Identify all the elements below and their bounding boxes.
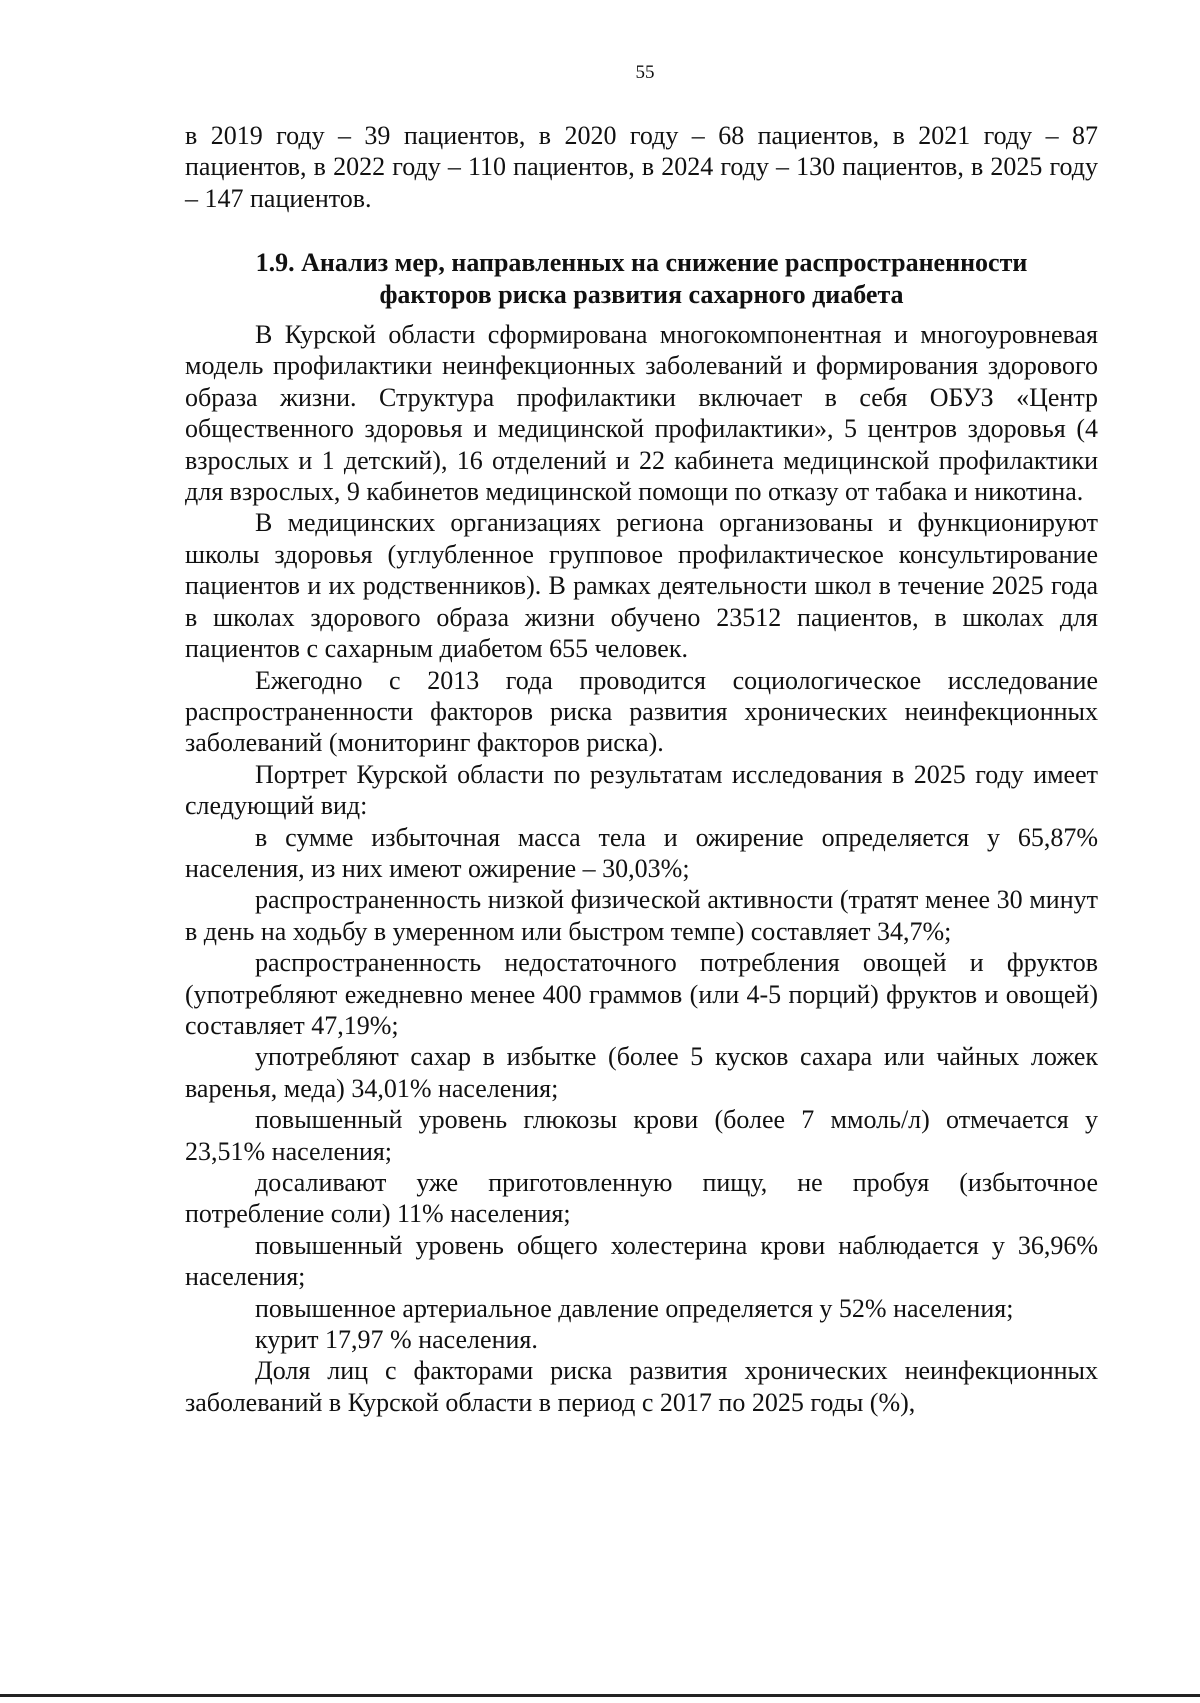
paragraph-portrait-intro: Портрет Курской области по результатам исследования в 2025 году имеет следующий вид: xyxy=(185,759,1098,821)
paragraph-health-schools: В медицинских организациях региона организованы и функционируют школы здоровья (углубленное групповое профилактическое консультирование пациентов и их родственников). В рамках деятельности школ в течение 2025 года в школах здорового образа жизни обучено 23512 пациентов, в школах для пациентов с сахарным диабетом 655 человек. xyxy=(185,508,1098,664)
section-heading xyxy=(185,247,1098,310)
paragraph-glucose: повышенный уровень глюкозы крови (более 7 ммоль/л) отмечается у 23,51% населения; xyxy=(185,1105,1098,1166)
intro-paragraph: в 2019 году – 39 пациентов, в 2020 году – 68 пациентов, в 2021 году – 87 пациентов, в 2022 году – 110 пациентов, в 2024 году – 130 пациентов, в 2025 году – 147 пациентов. xyxy=(185,121,1098,213)
paragraph-smoking: курит 17,97 % населения. xyxy=(255,1325,538,1355)
paragraph-prevention-model: В Курской области сформирована многокомпонентная и многоуровневая модель профилактики неинфекционных заболеваний и формирования здорового образа жизни. Структура профилактики включает в себя ОБУЗ «Центр общественного здоровья и медицинской профилактики», 5 центров здоровья (4 взрослых и 1 детский), 16 отделений и 22 кабинета медицинской профилактики для взрослых, 9 кабинетов медицинской помощи по отказу от табака и никотина. xyxy=(185,320,1098,507)
document-body xyxy=(185,120,1098,1418)
paragraph-cholesterol: повышенный уровень общего холестерина крови наблюдается у 36,96% населения; xyxy=(185,1230,1098,1292)
paragraph-overweight: в сумме избыточная масса тела и ожирение определяется у 65,87% населения, из них имеют ожирение – 30,03%; xyxy=(185,822,1098,883)
page-bottom-edge xyxy=(0,1694,1200,1697)
paragraph-salt: досаливают уже приготовленную пищу, не пробуя (избыточное потребление соли) 11% населения; xyxy=(185,1168,1098,1229)
paragraph-blood-pressure: повышенное артериальное давление определяется у 52% населения; xyxy=(255,1293,1014,1323)
paragraph-sugar: употребляют сахар в избытке (более 5 кусков сахара или чайных ложек варенья, меда) 34,01% населения; xyxy=(185,1042,1098,1103)
section-heading-line2: факторов риска развития сахарного диабета xyxy=(379,279,904,309)
paragraph-risk-share: Доля лиц с факторами риска развития хронических неинфекционных заболеваний в Курской области в период с 2017 по 2025 годы (%), xyxy=(185,1356,1098,1417)
page-number: 55 xyxy=(635,62,655,83)
paragraph-monitoring: Ежегодно с 2013 года проводится социологическое исследование распространенности факторов риска развития хронических неинфекционных заболеваний (мониторинг факторов риска). xyxy=(185,665,1098,758)
paragraph-physical-activity: распространенность низкой физической активности (тратят менее 30 минут в день на ходьбу в умеренном или быстром темпе) составляет 34,7%; xyxy=(185,885,1098,946)
section-heading-line1: 1.9. Анализ мер, направленных на снижение распространенности xyxy=(255,248,1028,278)
paragraph-vegetables-fruits: распространенность недостаточного потребления овощей и фруктов (употребляют ежедневно менее 400 граммов (или 4-5 порций) фруктов и овощей) составляет 47,19%; xyxy=(185,948,1098,1040)
